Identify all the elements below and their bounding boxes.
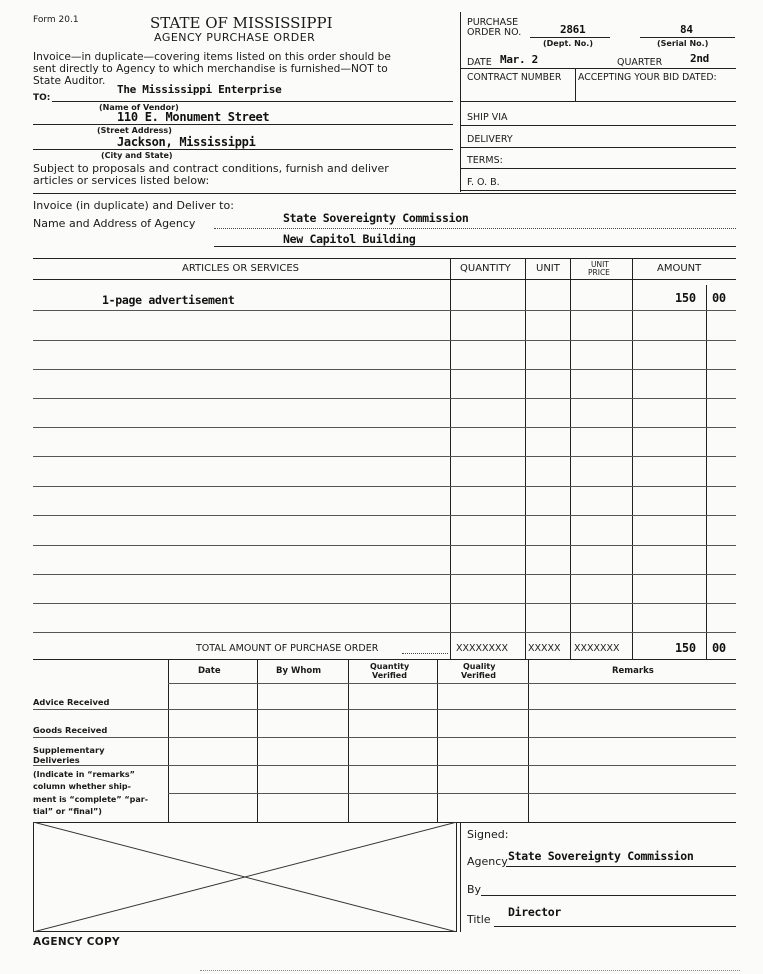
total-amount-dollars: 150 [675, 641, 696, 655]
indicate-note-3: ment is “complete” “par- [33, 795, 149, 804]
recv-col-by-whom: By Whom [276, 666, 322, 676]
ship-via-label: SHIP VIA [467, 112, 508, 123]
recv-col-quality-2: Verified [461, 671, 496, 680]
recv-col-quantity-1: Quantity [370, 662, 410, 671]
sign-title-label: Title [467, 913, 491, 926]
serial-caption: (Serial No.) [657, 39, 709, 48]
subject-line-2: articles or services listed below: [33, 174, 210, 187]
vendor-city: Jackson, Mississippi [117, 135, 256, 149]
dept-caption: (Dept. No.) [543, 39, 593, 48]
po-label-1: PURCHASE [467, 17, 519, 28]
date-label: DATE [467, 57, 492, 68]
invoice-deliver-label: Invoice (in duplicate) and Deliver to: [33, 199, 234, 212]
invoice-note-line-2: sent directly to Agency to which merchandise is furnished—NOT to [33, 63, 388, 75]
sign-by-label: By [467, 883, 482, 896]
supplementary-label-1: Supplementary [33, 745, 105, 755]
col-quantity: QUANTITY [460, 263, 511, 274]
indicate-note-4: tial” or “final”) [33, 807, 102, 816]
indicate-note-1: (Indicate in “remarks” [33, 770, 135, 779]
serial-number: 84 [680, 23, 693, 36]
total-label: TOTAL AMOUNT OF PURCHASE ORDER [196, 643, 379, 654]
cross-lines [33, 822, 457, 932]
crossed-out-box [33, 822, 457, 932]
recv-col-quality-1: Quality [463, 662, 496, 671]
terms-label: TERMS: [467, 155, 503, 166]
advice-received-label: Advice Received [33, 697, 110, 707]
agency-name-address-label: Name and Address of Agency [33, 217, 196, 230]
item-article: 1-page advertisement [102, 293, 235, 307]
sign-title-value: Director [508, 905, 561, 919]
recv-col-quantity-2: Verified [372, 671, 407, 680]
signed-label: Signed: [467, 828, 509, 841]
form-title: AGENCY PURCHASE ORDER [154, 31, 316, 44]
sign-agency-label: Agency [467, 855, 508, 868]
form-number: Form 20.1 [33, 15, 79, 25]
accepting-bid-label: ACCEPTING YOUR BID DATED: [578, 72, 717, 83]
vendor-street: 110 E. Monument Street [117, 110, 270, 124]
col-articles: ARTICLES OR SERVICES [182, 263, 300, 274]
total-amount-cents: 00 [712, 641, 726, 655]
indicate-note-2: column whether ship- [33, 782, 131, 791]
state-title: STATE OF MISSISSIPPI [150, 14, 333, 32]
recv-col-date: Date [198, 666, 221, 676]
dept-number: 2861 [560, 23, 586, 36]
recv-col-remarks: Remarks [612, 666, 654, 676]
supplementary-label-2: Deliveries [33, 755, 80, 765]
vendor-name-caption: (Name of Vendor) [99, 103, 179, 112]
vendor-name: The Mississippi Enterprise [117, 83, 282, 96]
total-unit-mask: XXXXX [528, 643, 561, 654]
vendor-city-caption: (City and State) [101, 151, 173, 160]
goods-received-label: Goods Received [33, 725, 108, 735]
delivery-label: DELIVERY [467, 134, 513, 145]
invoice-note-line-1: Invoice—in duplicate—covering items listed on this order should be [33, 51, 391, 63]
item-amount-cents: 00 [712, 291, 726, 305]
order-date: Mar. 2 [500, 53, 538, 66]
invoice-note-line-3: State Auditor. [33, 75, 106, 87]
fob-label: F. O. B. [467, 177, 500, 188]
item-amount-dollars: 150 [675, 291, 696, 305]
quarter-label: QUARTER [617, 57, 663, 68]
sign-agency-value: State Sovereignty Commission [508, 849, 694, 863]
contract-number-label: CONTRACT NUMBER [467, 72, 562, 83]
total-qty-mask: XXXXXXXX [456, 643, 509, 654]
quarter-value: 2nd [690, 52, 709, 65]
col-unit-price-1: UNIT [591, 260, 609, 269]
total-price-mask: XXXXXXX [574, 643, 620, 654]
subject-line-1: Subject to proposals and contract conditions, furnish and deliver [33, 162, 389, 175]
col-unit: UNIT [536, 263, 560, 274]
vendor-street-caption: (Street Address) [97, 126, 172, 135]
to-label: TO: [33, 93, 51, 103]
agency-copy-label: AGENCY COPY [33, 936, 120, 948]
col-unit-price-2: PRICE [588, 268, 610, 277]
deliver-agency-address: New Capitol Building [283, 232, 416, 246]
deliver-agency-name: State Sovereignty Commission [283, 211, 469, 225]
col-amount: AMOUNT [657, 263, 702, 274]
po-label-2: ORDER NO. [467, 27, 522, 38]
